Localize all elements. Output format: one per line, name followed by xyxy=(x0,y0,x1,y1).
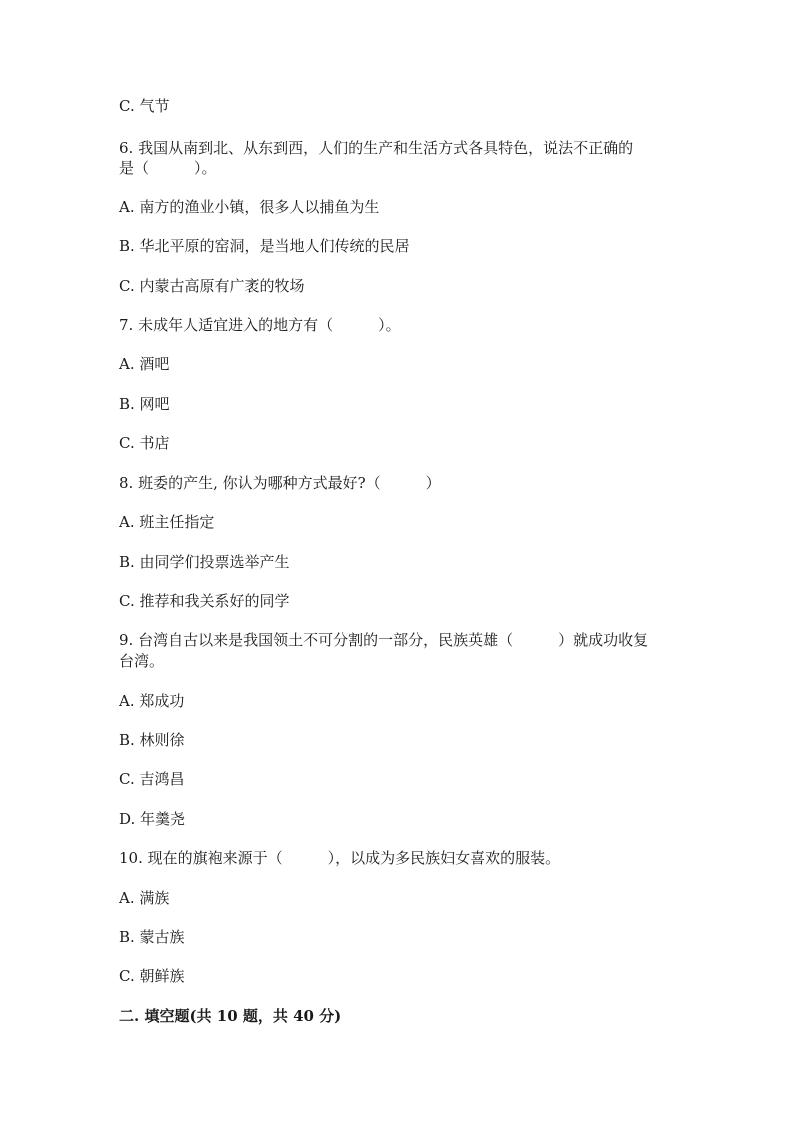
question-9-line-2: 台湾。 xyxy=(119,652,165,670)
option-7a: A. 酒吧 xyxy=(119,355,170,373)
option-8a: A. 班主任指定 xyxy=(119,513,215,531)
option-10b: B. 蒙古族 xyxy=(119,928,185,946)
option-7b: B. 网吧 xyxy=(119,395,170,413)
option-5c: C. 气节 xyxy=(119,97,170,115)
option-8b: B. 由同学们投票选举产生 xyxy=(119,553,290,571)
question-7: 7. 未成年人适宜进入的地方有（ ）。 xyxy=(119,316,401,334)
question-9-line-1: 9. 台湾自古以来是我国领土不可分割的一部分，民族英雄（ ）就成功收复 xyxy=(119,631,649,649)
question-10: 10. 现在的旗袍来源于（ ），以成为多民族妇女喜欢的服装。 xyxy=(119,849,561,867)
section-heading-fill-in: 二. 填空题(共 10 题，共 40 分) xyxy=(119,1007,342,1025)
option-8c: C. 推荐和我关系好的同学 xyxy=(119,592,290,610)
option-9d: D. 年羹尧 xyxy=(119,810,186,828)
question-6-line-1: 6. 我国从南到北、从东到西，人们的生产和生活方式各具特色，说法不正确的 xyxy=(119,139,634,157)
option-9b: B. 林则徐 xyxy=(119,731,185,749)
option-9c: C. 吉鸿昌 xyxy=(119,770,185,788)
option-10c: C. 朝鲜族 xyxy=(119,967,185,985)
option-9a: A. 郑成功 xyxy=(119,692,185,710)
question-8: 8. 班委的产生, 你认为哪种方式最好?（ ） xyxy=(119,474,441,492)
option-6a: A. 南方的渔业小镇，很多人以捕鱼为生 xyxy=(119,198,380,216)
option-7c: C. 书店 xyxy=(119,434,170,452)
option-10a: A. 满族 xyxy=(119,889,170,907)
option-6c: C. 内蒙古高原有广袤的牧场 xyxy=(119,277,305,295)
option-6b: B. 华北平原的窑洞，是当地人们传统的民居 xyxy=(119,237,410,255)
question-6-line-2: 是（ ）。 xyxy=(119,159,217,177)
